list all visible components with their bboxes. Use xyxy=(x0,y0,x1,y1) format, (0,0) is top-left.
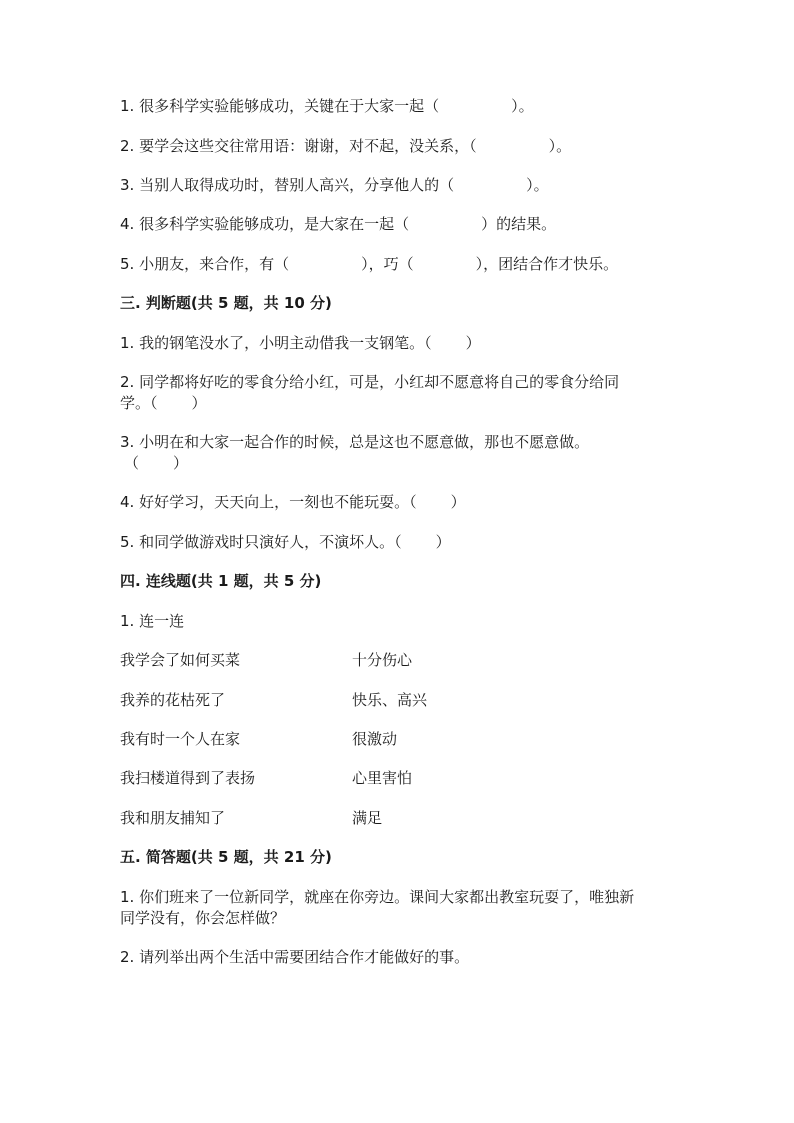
fill-q1-prefix: 1. 很多科学实验能够成功，关键在于大家一起（ xyxy=(120,97,440,115)
judge-q2-prefix: 学。（ xyxy=(120,394,158,412)
fill-q2-prefix: 2. 要学会这些交往常用语：谢谢，对不起，没关系，（ xyxy=(120,137,477,155)
matching-heading: 四. 连线题(共 1 题，共 5 分) xyxy=(120,572,322,590)
judge-question-4 xyxy=(120,492,466,512)
judge-q4-prefix: 4. 好好学习，天天向上，一刻也不能玩耍。（ xyxy=(120,493,417,511)
matching-right-5: 满足 xyxy=(352,809,383,827)
judge-question-5 xyxy=(120,532,451,552)
matching-left-1: 我学会了如何买菜 xyxy=(120,651,241,669)
short-answer-question-1-line-2: 同学没有，你会怎样做？ xyxy=(120,909,286,927)
fill-q3-prefix: 3. 当别人取得成功时，替别人高兴，分享他人的（ xyxy=(120,176,455,194)
judge-question-2-line-2 xyxy=(120,393,207,413)
fill-question-5 xyxy=(120,254,618,274)
matching-right-2: 快乐、高兴 xyxy=(352,691,428,709)
judge-heading: 三. 判断题(共 5 题，共 10 分) xyxy=(120,294,332,312)
fill-q4-suffix: ）的结果。 xyxy=(481,215,557,233)
short-answer-heading: 五. 简答题(共 5 题，共 21 分) xyxy=(120,848,332,866)
fill-q2-suffix: ）。 xyxy=(548,137,572,155)
judge-q2-suffix: ） xyxy=(191,394,207,412)
judge-q1-suffix: ） xyxy=(465,334,481,352)
matching-right-1: 十分伤心 xyxy=(352,651,413,669)
short-answer-question-2: 2. 请列举出两个生活中需要团结合作才能做好的事。 xyxy=(120,948,470,966)
fill-question-4 xyxy=(120,214,556,234)
matching-left-3: 我有时一个人在家 xyxy=(120,730,241,748)
judge-q5-prefix: 5. 和同学做游戏时只演好人，不演坏人。（ xyxy=(120,533,402,551)
judge-q5-suffix: ） xyxy=(435,533,451,551)
fill-question-2 xyxy=(120,136,571,156)
fill-question-3 xyxy=(120,175,549,195)
judge-question-2-line-1: 2. 同学都将好吃的零食分给小红，可是，小红却不愿意将自己的零食分给同 xyxy=(120,373,620,391)
judge-q3-prefix: （ xyxy=(124,454,140,472)
judge-q4-suffix: ） xyxy=(450,493,466,511)
matching-question-1: 1. 连一连 xyxy=(120,612,185,630)
judge-q3-suffix: ） xyxy=(173,454,189,472)
fill-q4-prefix: 4. 很多科学实验能够成功，是大家在一起（ xyxy=(120,215,410,233)
short-answer-question-1-line-1: 1. 你们班来了一位新同学，就座在你旁边。课间大家都出教室玩耍了，唯独新 xyxy=(120,888,635,906)
fill-q1-suffix: ）。 xyxy=(511,97,534,115)
fill-q5-part1: 5. 小朋友，来合作，有（ xyxy=(120,255,290,273)
matching-right-3: 很激动 xyxy=(352,730,398,748)
fill-q5-part3: ），团结合作才快乐。 xyxy=(475,255,619,273)
matching-left-2: 我养的花枯死了 xyxy=(120,691,226,709)
fill-question-1 xyxy=(120,96,534,116)
fill-q5-part2: ），巧（ xyxy=(361,255,414,273)
fill-q3-suffix: ）。 xyxy=(526,176,549,194)
matching-right-4: 心里害怕 xyxy=(352,769,413,787)
judge-question-3-line-1: 3. 小明在和大家一起合作的时候，总是这也不愿意做，那也不愿意做。 xyxy=(120,433,590,451)
judge-q1-prefix: 1. 我的钢笔没水了，小明主动借我一支钢笔。（ xyxy=(120,334,432,352)
matching-left-4: 我扫楼道得到了表扬 xyxy=(120,769,256,787)
judge-question-3-line-2 xyxy=(124,453,188,473)
judge-question-1 xyxy=(120,333,481,353)
matching-left-5: 我和朋友捕知了 xyxy=(120,809,226,827)
